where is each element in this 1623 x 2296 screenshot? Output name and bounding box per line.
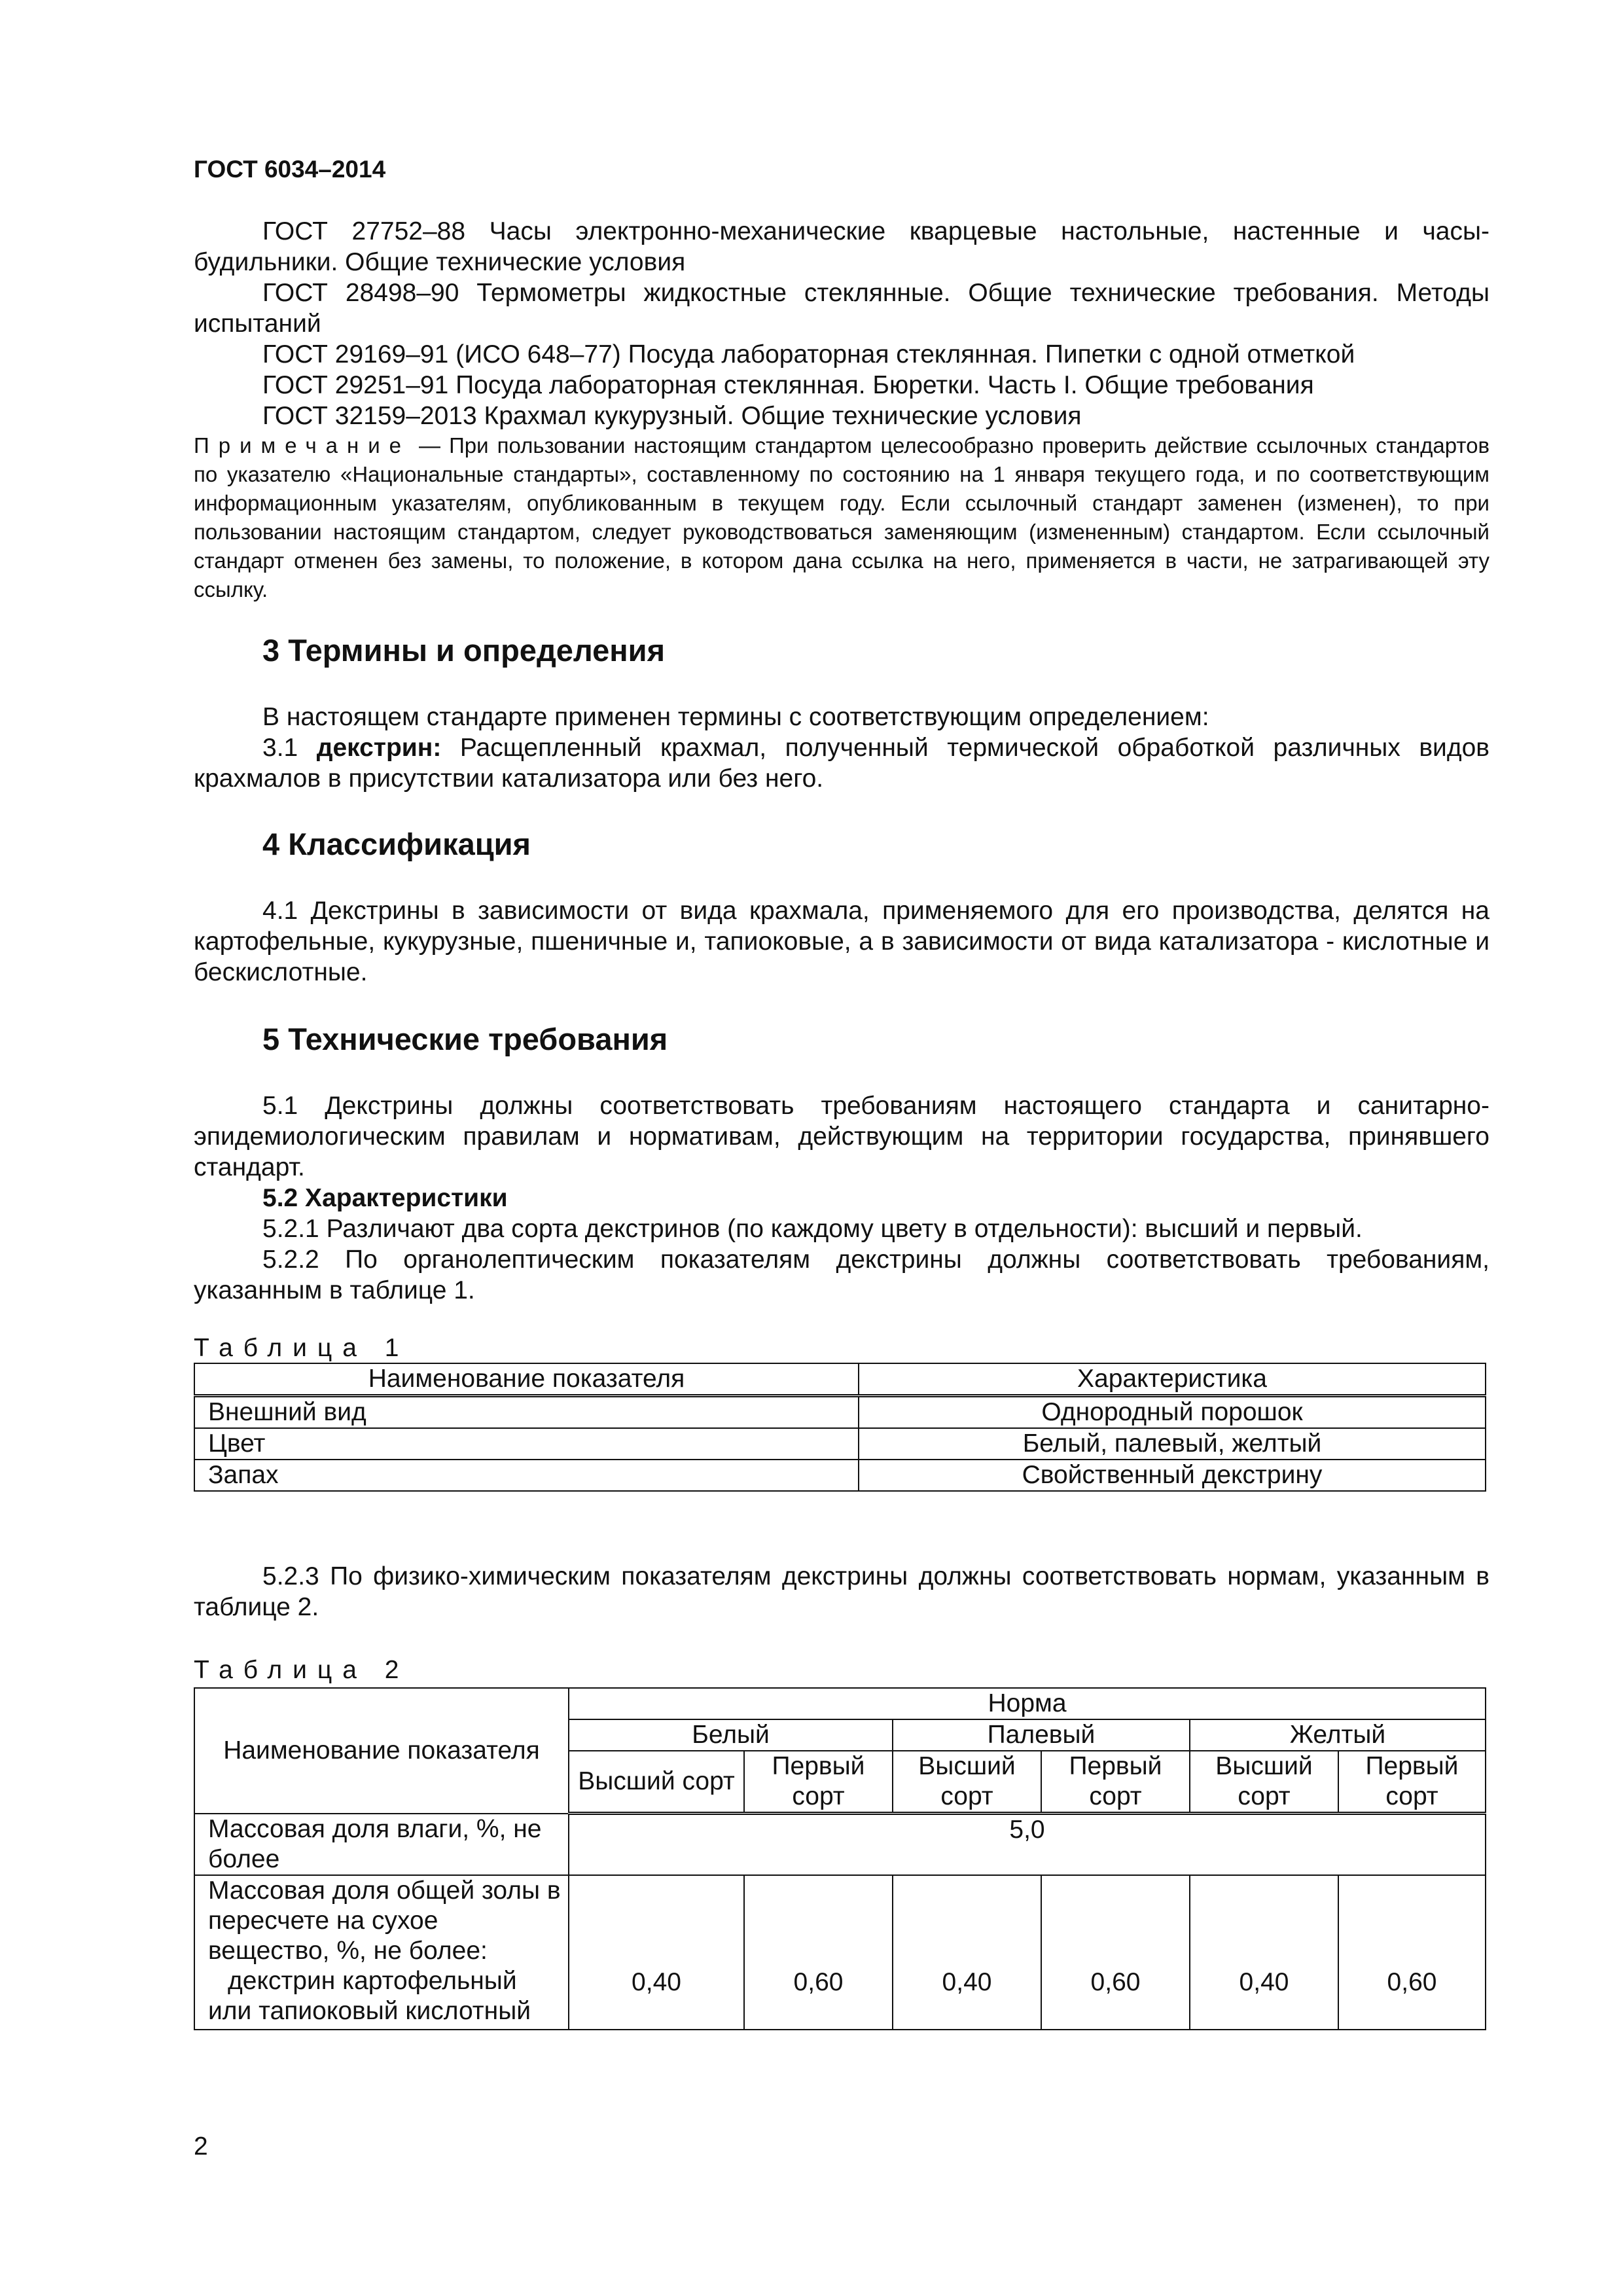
table-cell: Массовая доля влаги, %, не более bbox=[194, 1814, 569, 1875]
document-page bbox=[194, 0, 1489, 2296]
table-cell: 0,60 bbox=[1338, 1875, 1486, 2030]
table-header-cell: Наименование показателя bbox=[194, 1688, 569, 1814]
table-header-cell: Высший сорт bbox=[1190, 1751, 1338, 1814]
table-cell: Запах bbox=[194, 1460, 859, 1491]
table-header-cell: Характеристика bbox=[859, 1363, 1486, 1396]
table-header-cell: Высший сорт bbox=[569, 1751, 744, 1814]
table-row bbox=[194, 1814, 1486, 1875]
term-definition bbox=[194, 732, 1489, 794]
row-sublabel: декстрин картофельный или тапиоковый кислотный bbox=[208, 1966, 531, 2025]
table-cell: 0,40 bbox=[569, 1875, 744, 2030]
reference-item: ГОСТ 29251–91 Посуда лабораторная стеклянная. Бюретки. Часть I. Общие требования bbox=[262, 371, 1314, 399]
table-row bbox=[194, 1460, 1486, 1491]
table-1 bbox=[194, 1363, 1486, 1492]
page-number: 2 bbox=[194, 2132, 208, 2161]
paragraph-5-2-2: 5.2.2 По органолептическим показателям декстрины должны соответствовать требованиям, указанным в таблице 1. bbox=[194, 1246, 1489, 1304]
table-1-caption: Таблица 1 bbox=[194, 1334, 410, 1362]
table-row bbox=[194, 1428, 1486, 1460]
table-header-cell: Высший сорт bbox=[893, 1751, 1041, 1814]
document-header: ГОСТ 6034–2014 bbox=[194, 156, 386, 183]
reference-item: ГОСТ 32159–2013 Крахмал кукурузный. Общие технические условия bbox=[262, 402, 1082, 430]
table-cell: 0,40 bbox=[893, 1875, 1041, 2030]
paragraph-5-2-1: 5.2.1 Различают два сорта декстринов (по каждому цвету в отдельности): высший и первый. bbox=[262, 1215, 1363, 1243]
row-label: Массовая доля общей золы в пересчете на сухое вещество, %, не более: bbox=[208, 1876, 561, 1965]
table-cell: Цвет bbox=[194, 1428, 859, 1460]
table-2-caption: Таблица 2 bbox=[194, 1656, 410, 1684]
paragraph-5-2-3: 5.2.3 По физико-химическим показателям декстрины должны соответствовать нормам, указанным в таблице 2. bbox=[194, 1562, 1489, 1621]
table-cell: 0,40 bbox=[1190, 1875, 1338, 2030]
references-list bbox=[194, 216, 1489, 604]
section-5-heading: 5 Технические требования bbox=[262, 1022, 668, 1056]
paragraph-5-1: 5.1 Декстрины должны соответствовать требованиям настоящего стандарта и санитарно-эпидемиологическим правилам и нормативам, действующим на территории государства, принявшего стандарт. bbox=[194, 1092, 1489, 1181]
section-4-text: 4.1 Декстрины в зависимости от вида крахмала, применяемого для его производства, делятся на картофельные, кукурузные, пшеничные и, тапиоковые, а в зависимости от вида катализатора - кислотные и бескислотные. bbox=[194, 897, 1489, 986]
reference-item: ГОСТ 27752–88 Часы электронно-механические кварцевые настольные, настенные и часы-будильники. Общие технические условия bbox=[194, 217, 1489, 276]
section-3-intro: В настоящем стандарте применен термины с соответствующим определением: bbox=[262, 703, 1209, 731]
table-cell: Свойственный декстрину bbox=[859, 1460, 1486, 1491]
table-header-cell: Наименование показателя bbox=[194, 1363, 859, 1396]
table-header-row bbox=[194, 1363, 1486, 1396]
table-header-cell: Белый bbox=[569, 1719, 893, 1751]
note-block bbox=[194, 431, 1489, 604]
note-label: Примечание bbox=[194, 433, 411, 457]
paragraph-5-2: 5.2 Характеристики bbox=[262, 1184, 508, 1212]
table-header-cell: Первый сорт bbox=[1338, 1751, 1486, 1814]
table-header-cell: Желтый bbox=[1190, 1719, 1486, 1751]
section-4-body bbox=[194, 895, 1489, 988]
table-header-cell: Палевый bbox=[893, 1719, 1190, 1751]
section-3-heading: 3 Термины и определения bbox=[262, 633, 665, 668]
table-header-cell: Первый сорт bbox=[744, 1751, 893, 1814]
term-definition-text: Расщепленный крахмал, полученный термической обработкой различных видов крахмалов в присутствии катализатора или без него. bbox=[194, 734, 1489, 793]
reference-item: ГОСТ 28498–90 Термометры жидкостные стеклянные. Общие технические требования. Методы испытаний bbox=[194, 279, 1489, 338]
table-cell: Однородный порошок bbox=[859, 1396, 1486, 1429]
table-row bbox=[194, 1396, 1486, 1429]
table-header-cell: Норма bbox=[569, 1688, 1486, 1719]
section-3-body bbox=[194, 702, 1489, 794]
term-name: декстрин: bbox=[316, 734, 442, 762]
paragraph-5-2-3-block bbox=[194, 1561, 1489, 1623]
table-2 bbox=[194, 1687, 1486, 2030]
reference-item: ГОСТ 29169–91 (ИСО 648–77) Посуда лабораторная стеклянная. Пипетки с одной отметкой bbox=[262, 340, 1355, 368]
table-cell: 5,0 bbox=[569, 1814, 1486, 1875]
table-cell: 0,60 bbox=[744, 1875, 893, 2030]
table-row bbox=[194, 1875, 1486, 2030]
section-4-heading: 4 Классификация bbox=[262, 827, 531, 861]
table-cell: Белый, палевый, желтый bbox=[859, 1428, 1486, 1460]
note-text: — При пользовании настоящим стандартом целесообразно проверить действие ссылочных стандартов по указателю «Национальные стандарты», составленному по состоянию на 1 января текущего года, и по соответствующим информационным указателям, опубликованным в текущем году. Если ссылочный стандарт заменен (изменен), то при пользовании настоящим стандартом, следует руководствоваться заменяющим (измененным) стандартом. Если ссылочный стандарт отменен без замены, то положение, в котором дана ссылка на него, применяется в части, не затрагивающей эту ссылку. bbox=[194, 433, 1489, 601]
table-header-cell: Первый сорт bbox=[1041, 1751, 1190, 1814]
table-cell: Внешний вид bbox=[194, 1396, 859, 1429]
term-number: 3.1 bbox=[262, 734, 317, 762]
section-5-body bbox=[194, 1090, 1489, 1306]
table-header-row bbox=[194, 1688, 1486, 1719]
table-cell bbox=[194, 1875, 569, 2030]
table-cell: 0,60 bbox=[1041, 1875, 1190, 2030]
